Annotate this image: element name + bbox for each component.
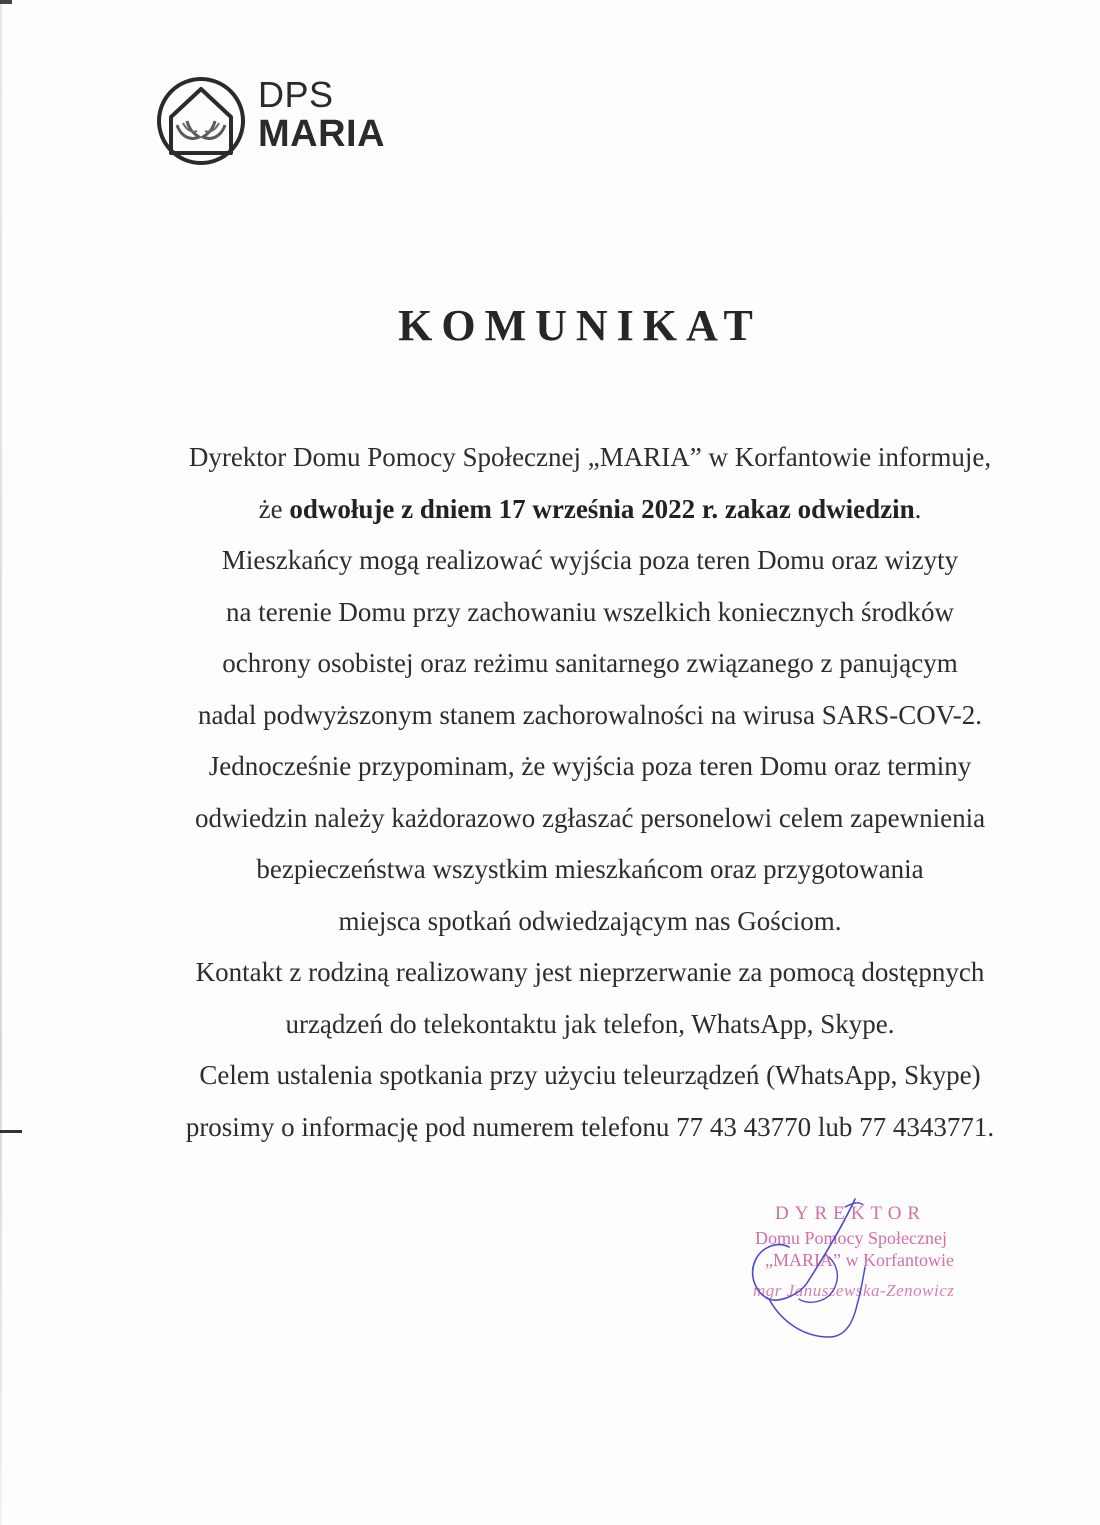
body-line: bezpieczeństwa wszystkim mieszkańcom oraz przygotowania: [256, 854, 924, 884]
body-line: urządzeń do telekontaktu jak telefon, WhatsApp, Skype.: [285, 1008, 895, 1039]
stamp-location: „MARIA” w Korfantowie: [765, 1250, 954, 1270]
body-line: Celem ustalenia spotkania przy użyciu teleurządzeń (WhatsApp, Skype): [199, 1060, 981, 1090]
body-line: Mieszkańcy mogą realizować wyjścia poza teren Domu oraz wizyty: [221, 545, 959, 575]
body-line: na terenie Domu przy zachowaniu wszelkich koniecznych środków: [226, 596, 954, 627]
dps-maria-logo: [155, 75, 415, 175]
house-hands-logo-icon: [155, 75, 247, 167]
scan-edge: [0, 0, 2, 1525]
handwritten-signature: [745, 1195, 985, 1345]
body-line: nadal podwyższonym stanem zachorowalności na wirusa SARS-COV-2.: [197, 699, 983, 730]
body-line-prefix: że: [258, 493, 290, 524]
body-line: ochrony osobistej oraz reżimu sanitarnego związanego z panującym: [222, 648, 958, 678]
body-line: prosimy o informację pod numerem telefonu 77 43 43770 lub 77 4343771.: [185, 1111, 995, 1142]
body-line: Jednocześnie przypominam, że wyjścia poza teren Domu oraz terminy: [208, 751, 972, 781]
stamp-title: DYREKTOR: [775, 1203, 927, 1224]
scan-mark-bottom: [0, 1130, 22, 1133]
body-line-bold: odwołuje z dniem 17 września 2022 r. zakaz odwiedzin: [289, 493, 915, 524]
stamp-name: mgr Januszewska-Zenowicz: [753, 1281, 955, 1300]
body-line: miejsca spotkań odwiedzającym nas Gościom.: [338, 905, 842, 936]
logo-line-maria: MARIA: [258, 113, 386, 155]
document-body: [100, 432, 1080, 1153]
logo-wordmark: [258, 74, 386, 155]
body-line-suffix: .: [914, 493, 922, 524]
body-line: Dyrektor Domu Pomocy Społecznej „MARIA” w Korfantowie informuje,: [188, 442, 992, 472]
scan-mark-top: [0, 0, 12, 4]
logo-line-dps: DPS: [258, 74, 334, 115]
document-title: KOMUNIKAT: [398, 301, 762, 350]
body-line-emphasis: [100, 484, 1080, 536]
stamp-institution: Domu Pomocy Społecznej: [755, 1228, 947, 1248]
body-line: odwiedzin należy każdorazowo zgłaszać personelowi celem zapewnienia: [194, 802, 986, 833]
body-line: Kontakt z rodziną realizowany jest nieprzerwanie za pomocą dostępnych: [195, 957, 985, 987]
